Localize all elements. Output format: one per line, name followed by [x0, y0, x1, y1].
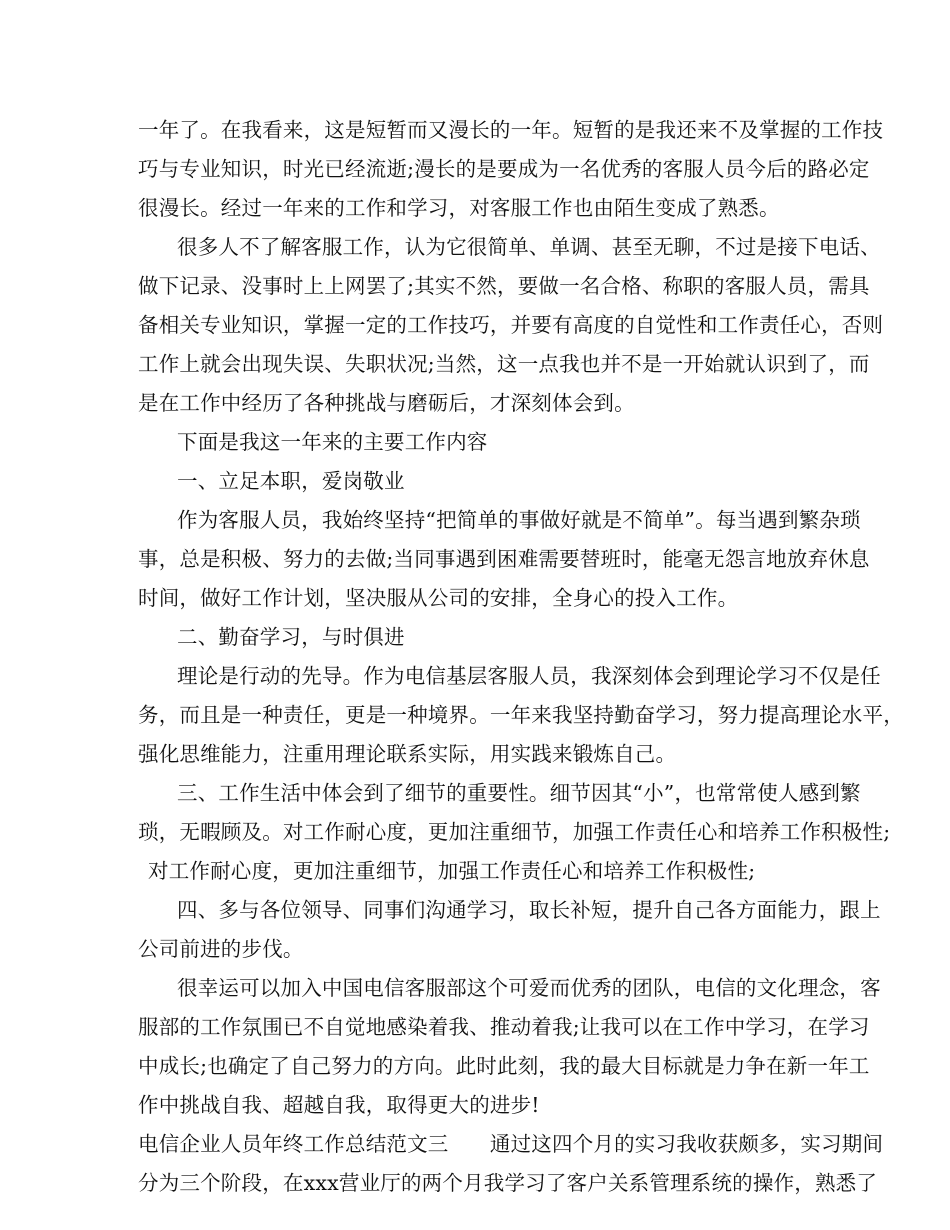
text-line: 很漫长。经过一年来的工作和学习，对客服工作也由陌生变成了熟悉。 — [138, 196, 780, 220]
text-line: 中成长;也确定了自己努力的方向。此时此刻，我的最大目标就是力争在新一年工 — [138, 1054, 870, 1078]
text-line: 强化思维能力，注重用理论联系实际，用实践来锻炼自己。 — [138, 742, 677, 766]
text-line: 一年了。在我看来，这是短暂而又漫长的一年。短暂的是我还来不及掌握的工作技 — [138, 118, 884, 142]
text-line: 琐，无暇顾及。对工作耐心度，更加注重细节，加强工作责任心和培养工作积极性; — [138, 820, 891, 844]
text-line: 三、工作生活中体会到了细节的重要性。细节因其“小”，也常常使人感到繁 — [177, 781, 861, 805]
text-line: 是在工作中经历了各种挑战与磨砺后，才深刻体会到。 — [138, 391, 635, 415]
text-line: 巧与专业知识，时光已经流逝;漫长的是要成为一名优秀的客服人员今后的路必定 — [138, 157, 870, 181]
text-line: 时间，做好工作计划，坚决服从公司的安排，全身心的投入工作。 — [138, 586, 739, 610]
section-title-line: 电信企业人员年终工作总结范文三 通过这四个月的实习我收获颇多，实习期间 — [138, 1132, 884, 1156]
text-line: 一、立足本职，爱岗敬业 — [177, 469, 405, 493]
text-line: 对工作耐心度，更加注重细节，加强工作责任心和培养工作积极性; — [148, 859, 756, 883]
text-line: 公司前进的步伐。 — [138, 937, 304, 961]
text-line: 务，而且是一种责任，更是一种境界。一年来我坚持勤奋学习，努力提高理论水平， — [138, 703, 904, 727]
text-line: 备相关专业知识，掌握一定的工作技巧，并要有高度的自觉性和工作责任心，否则 — [138, 313, 884, 337]
text-line: 二、勤奋学习，与时俱进 — [177, 625, 405, 649]
text-line: 服部的工作氛围已不自觉地感染着我、推动着我;让我可以在工作中学习，在学习 — [138, 1015, 870, 1039]
text-line: 很多人不了解客服工作，认为它很简单、单调、甚至无聊，不过是接下电话、 — [177, 235, 881, 259]
text-line: 下面是我这一年来的主要工作内容 — [177, 430, 488, 454]
text-line: 分为三个阶段，在xxx营业厅的两个月我学习了客户关系管理系统的操作，熟悉了 — [138, 1171, 878, 1195]
text-line: 工作上就会出现失误、失职状况;当然，这一点我也并不是一开始就认识到了，而 — [138, 352, 870, 376]
text-line: 四、多与各位领导、同事们沟通学习，取长补短，提升自己各方面能力，跟上 — [177, 898, 881, 922]
text-line: 作为客服人员，我始终坚持“把简单的事做好就是不简单”。每当遇到繁杂琐 — [177, 508, 861, 532]
text-line: 作中挑战自我、超越自我，取得更大的进步! — [138, 1093, 540, 1117]
text-line: 事，总是积极、努力的去做;当同事遇到困难需要替班时，能毫无怨言地放弃休息 — [138, 547, 870, 571]
text-line: 理论是行动的先导。作为电信基层客服人员，我深刻体会到理论学习不仅是任 — [177, 664, 881, 688]
text-line: 做下记录、没事时上上网罢了;其实不然，要做一名合格、称职的客服人员，需具 — [138, 274, 870, 298]
text-line: 很幸运可以加入中国电信客服部这个可爱而优秀的团队，电信的文化理念，客 — [177, 976, 881, 1000]
